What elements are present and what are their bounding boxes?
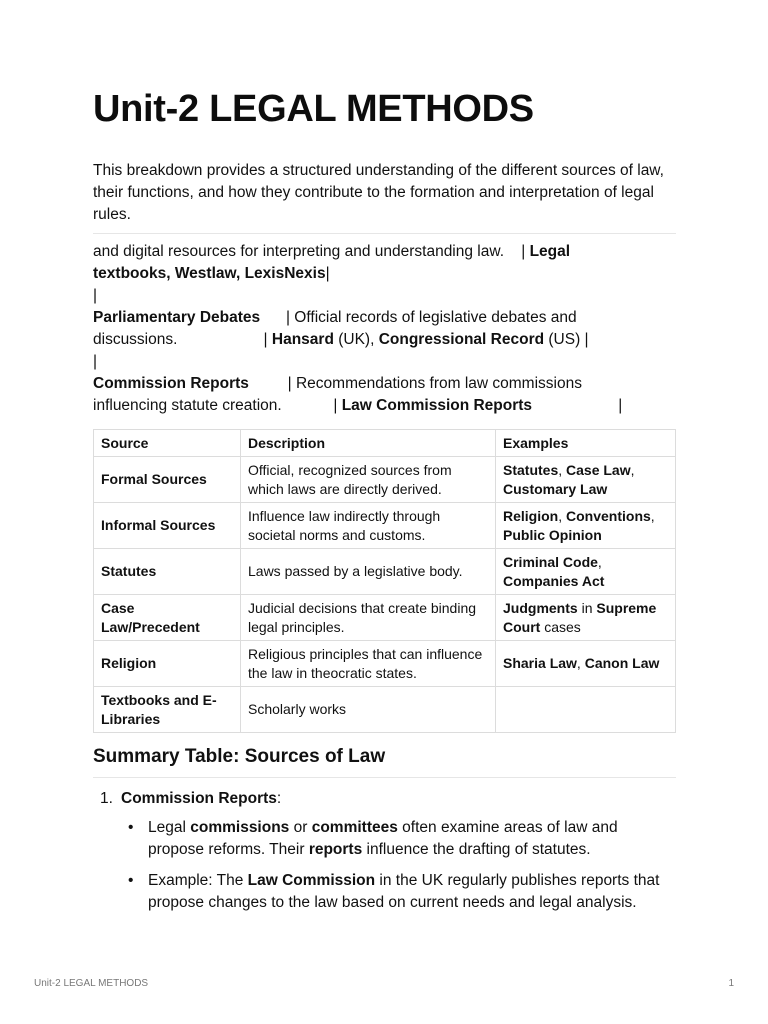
list-number: 1. xyxy=(100,790,113,807)
cell-examples xyxy=(496,641,676,687)
text-run: commissions xyxy=(190,819,290,836)
text-run: in the UK regularly publishes reports that propose changes to the law based on current needs and legal analysis. xyxy=(148,872,660,911)
raw-text-line xyxy=(93,373,676,395)
bullet-text xyxy=(128,817,668,861)
numbered-list-item xyxy=(100,788,281,810)
cell-description: Scholarly works xyxy=(241,687,496,733)
bullet-item xyxy=(128,870,668,914)
text-run: discussions. | xyxy=(93,331,272,348)
cell-examples xyxy=(496,595,676,641)
text-run: Law Commission xyxy=(247,872,376,889)
cell-examples xyxy=(496,457,676,503)
divider xyxy=(93,777,676,778)
raw-table-text xyxy=(93,241,676,417)
cell-description: Judicial decisions that create binding legal principles. xyxy=(241,595,496,641)
cell-description: Official, recognized sources from which laws are directly derived. xyxy=(241,457,496,503)
text-run: Sharia Law xyxy=(503,655,577,671)
summary-heading: Summary Table: Sources of Law xyxy=(93,746,386,767)
raw-text-line xyxy=(93,241,676,263)
text-run: | xyxy=(93,287,98,304)
raw-text-line xyxy=(93,329,676,351)
text-run: reports xyxy=(308,841,363,858)
table-row xyxy=(94,457,676,503)
page-title: Unit-2 LEGAL METHODS xyxy=(93,88,534,130)
text-run: | Official records of legislative debates and xyxy=(260,309,577,326)
bullet-item xyxy=(128,817,668,861)
text-run: Case Law xyxy=(566,461,631,478)
text-run: Public Opinion xyxy=(503,526,602,543)
text-run: Conventions xyxy=(566,507,651,524)
table-row xyxy=(94,641,676,687)
text-run: Legal xyxy=(148,819,191,836)
text-run: | xyxy=(325,265,330,282)
table-header-row xyxy=(94,430,676,457)
text-run: cases xyxy=(540,618,581,635)
bullet-dot-icon: • xyxy=(128,819,134,836)
list-item-colon: : xyxy=(276,790,282,807)
footer-page-number: 1 xyxy=(728,978,734,989)
text-run: Hansard xyxy=(271,331,334,348)
text-run: Companies Act xyxy=(503,572,605,589)
intro-paragraph: This breakdown provides a structured understanding of the different sources of law, their functions, and how they contribute to the formation and interpretation of legal rules. xyxy=(93,162,664,223)
text-run: Example: The xyxy=(148,872,248,889)
table-row xyxy=(94,549,676,595)
text-run: Commission Reports xyxy=(93,375,249,392)
footer-title: Unit-2 LEGAL METHODS xyxy=(34,978,149,989)
text-run: and digital resources for interpreting and understanding law. | xyxy=(93,243,530,260)
cell-source: Textbooks and E-Libraries xyxy=(94,687,241,733)
cell-source: Religion xyxy=(94,641,241,687)
table-row xyxy=(94,503,676,549)
text-run: Congressional Record xyxy=(378,331,545,348)
text-run: Religion xyxy=(503,507,559,524)
header-source: Source xyxy=(94,430,241,457)
text-run: , xyxy=(558,507,567,524)
text-run: (UK), xyxy=(333,331,379,348)
text-run: or xyxy=(289,819,312,836)
raw-text-line xyxy=(93,263,676,285)
text-run: , xyxy=(650,507,655,524)
text-run: | xyxy=(532,397,623,414)
cell-source: Informal Sources xyxy=(94,503,241,549)
table-row xyxy=(94,595,676,641)
text-run: Customary Law xyxy=(503,480,608,497)
header-examples: Examples xyxy=(496,430,676,457)
raw-text-line xyxy=(93,285,676,307)
text-run: , xyxy=(576,655,585,671)
sources-table xyxy=(93,429,676,733)
list-item-label: Commission Reports xyxy=(121,790,277,807)
text-run: Statutes xyxy=(503,461,559,478)
text-run: , xyxy=(630,461,635,478)
table-row xyxy=(94,687,676,733)
text-run: influencing statute creation. | xyxy=(93,397,342,414)
bullet-dot-icon: • xyxy=(128,872,134,889)
raw-text-line xyxy=(93,395,676,417)
text-run: Judgments xyxy=(503,599,578,616)
header-description: Description xyxy=(241,430,496,457)
text-run: committees xyxy=(311,819,398,836)
cell-source: Case Law/Precedent xyxy=(94,595,241,641)
text-run: Law Commission Reports xyxy=(341,397,533,414)
text-run: , xyxy=(558,461,567,478)
cell-examples xyxy=(496,549,676,595)
raw-text-line xyxy=(93,307,676,329)
cell-description: Influence law indirectly through societal norms and customs. xyxy=(241,503,496,549)
text-run: Supreme Court xyxy=(503,599,657,635)
bullet-text xyxy=(128,870,668,914)
cell-examples xyxy=(496,503,676,549)
text-run: Criminal Code xyxy=(503,553,598,570)
text-run: Legal xyxy=(529,243,571,260)
text-run: (US) | xyxy=(544,331,589,348)
raw-text-line xyxy=(93,351,676,373)
divider xyxy=(93,233,676,234)
text-run: | Recommendations from law commissions xyxy=(248,375,582,392)
text-run: , xyxy=(597,553,602,570)
text-run: Canon Law xyxy=(584,655,660,671)
cell-description: Religious principles that can influence the law in theocratic states. xyxy=(241,641,496,687)
text-run: textbooks, Westlaw, LexisNexis xyxy=(93,265,326,282)
text-run: influence the drafting of statutes. xyxy=(362,841,591,858)
text-run: in xyxy=(577,599,597,616)
cell-source: Formal Sources xyxy=(94,457,241,503)
text-run: often examine areas of law and propose reforms. Their xyxy=(148,819,618,858)
cell-description: Laws passed by a legislative body. xyxy=(241,549,496,595)
cell-source: Statutes xyxy=(94,549,241,595)
cell-examples xyxy=(496,687,676,733)
text-run: | xyxy=(93,353,98,370)
text-run: Parliamentary Debates xyxy=(93,309,261,326)
